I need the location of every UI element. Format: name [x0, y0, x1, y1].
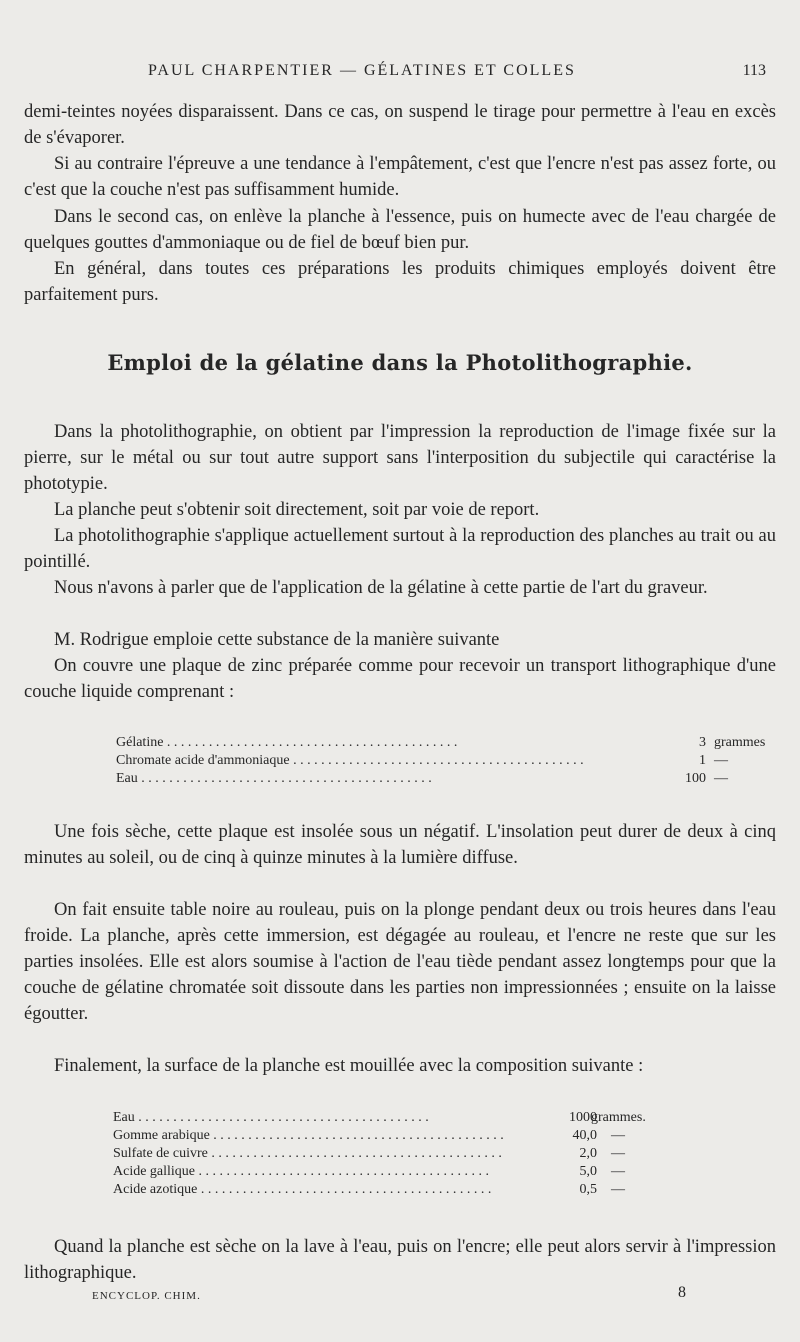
ingredient-quantity: 5,0: [579, 1164, 597, 1179]
recipe-row: [113, 1109, 673, 1127]
ingredient-quantity: 3: [699, 735, 706, 750]
ingredient-name: Acide azotique . . . . . . . . . . . . . . . . . . . . . . . . . . . . . . . . . . . . . . . . . .: [113, 1182, 492, 1197]
section-title: Emploi de la gélatine dans la Photolithographie.: [107, 350, 693, 375]
paragraph: Nous n'avons à parler que de l'application de la gélatine à cette partie de l'art du graveur.: [54, 578, 708, 598]
page-number: 113: [742, 62, 766, 79]
paragraph: La photolithographie s'applique actuellement surtout à la reproduction des planches au trait ou au pointillé.: [24, 526, 776, 572]
ingredient-name: Eau . . . . . . . . . . . . . . . . . . . . . . . . . . . . . . . . . . . . . . . . . .: [113, 1110, 429, 1125]
recipe-row: [116, 734, 766, 752]
ingredient-name: Gomme arabique . . . . . . . . . . . . . . . . . . . . . . . . . . . . . . . . . . . . . . . . . .: [113, 1128, 504, 1143]
ingredient-name: Gélatine . . . . . . . . . . . . . . . . . . . . . . . . . . . . . . . . . . . . . . . . . .: [116, 735, 458, 750]
recipe-row: [116, 770, 728, 788]
ingredient-unit: grammes: [714, 735, 766, 750]
signature-mark: 8: [678, 1284, 686, 1301]
ingredient-quantity: 0,5: [579, 1182, 597, 1197]
recipe-table-1: [116, 734, 766, 788]
paragraph: Dans la photolithographie, on obtient par l'impression la reproduction de l'image fixée sur la pierre, sur le métal ou sur tout autre support sans l'interposition du subjectile qui caractérise la phototypie.: [24, 422, 776, 494]
paragraph: Si au contraire l'épreuve a une tendance à l'empâtement, c'est que l'encre n'est pas assez forte, ou c'est que la couche n'est pas suffisamment humide.: [24, 154, 776, 200]
paragraph: Finalement, la surface de la planche est mouillée avec la composition suivante :: [54, 1056, 644, 1076]
paragraph: Une fois sèche, cette plaque est insolée sous un négatif. L'insolation peut durer de deux à cinq minutes au soleil, ou de cinq à quinze minutes à la lumière diffuse.: [24, 822, 776, 868]
paragraph: Quand la planche est sèche on la lave à l'eau, puis on l'encre; elle peut alors servir à l'impression lithographique.: [24, 1237, 776, 1283]
recipe-row: [113, 1127, 673, 1145]
ingredient-unit: —: [611, 1182, 625, 1197]
ingredient-quantity: 100: [685, 771, 706, 786]
paragraph: demi-teintes noyées disparaissent. Dans ce cas, on suspend le tirage pour permettre à l'eau en excès de s'évaporer.: [24, 102, 776, 148]
ingredient-quantity: 1000: [569, 1110, 597, 1125]
recipe-row: [113, 1145, 673, 1163]
ingredient-name: Chromate acide d'ammoniaque . . . . . . . . . . . . . . . . . . . . . . . . . . . . . . . . . . . . . . . . . .: [116, 753, 584, 768]
ingredient-name: Eau . . . . . . . . . . . . . . . . . . . . . . . . . . . . . . . . . . . . . . . . . .: [116, 771, 432, 786]
ingredient-unit: —: [714, 771, 728, 786]
paragraph: On fait ensuite table noire au rouleau, puis on la plonge pendant deux ou trois heures dans l'eau froide. La planche, après cette immersion, est dégagée au rouleau, et l'encre ne reste que sur les parties insolées. Elle est alors soumise à l'action de l'eau tiède pendant assez longtemps pour que la couche de gélatine chromatée soit dissoute dans les parties non impressionnées ; ensuite on la laisse égoutter.: [24, 900, 776, 1024]
ingredient-unit: —: [714, 753, 728, 768]
recipe-row: [116, 752, 728, 770]
ingredient-name: Sulfate de cuivre . . . . . . . . . . . . . . . . . . . . . . . . . . . . . . . . . . . . . . . . . .: [113, 1146, 502, 1161]
ingredient-quantity: 40,0: [572, 1128, 597, 1143]
printer-signature: ENCYCLOP. CHIM.: [92, 1290, 201, 1302]
recipe-row: [113, 1163, 673, 1181]
ingredient-unit: grammes.: [591, 1110, 646, 1125]
ingredient-unit: —: [611, 1164, 625, 1179]
paragraph: En général, dans toutes ces préparations les produits chimiques employés doivent être parfaitement purs.: [24, 259, 776, 305]
paragraph: M. Rodrigue emploie cette substance de la manière suivante: [54, 630, 500, 650]
recipe-row: [113, 1181, 673, 1199]
ingredient-quantity: 2,0: [579, 1146, 597, 1161]
ingredient-quantity: 1: [699, 753, 706, 768]
ingredient-unit: —: [611, 1146, 625, 1161]
recipe-table-2: [113, 1109, 673, 1199]
paragraph: La planche peut s'obtenir soit directement, soit par voie de report.: [54, 500, 540, 520]
paragraph: On couvre une plaque de zinc préparée comme pour recevoir un transport lithographique d'une couche liquide comprenant :: [24, 656, 776, 702]
ingredient-unit: —: [611, 1128, 625, 1143]
ingredient-name: Acide gallique . . . . . . . . . . . . . . . . . . . . . . . . . . . . . . . . . . . . . . . . . .: [113, 1164, 490, 1179]
running-title: PAUL CHARPENTIER — GÉLATINES ET COLLES: [148, 62, 576, 79]
paragraph: Dans le second cas, on enlève la planche à l'essence, puis on humecte avec de l'eau chargée de quelques gouttes d'ammoniaque ou de fiel de bœuf bien pur.: [24, 207, 776, 253]
